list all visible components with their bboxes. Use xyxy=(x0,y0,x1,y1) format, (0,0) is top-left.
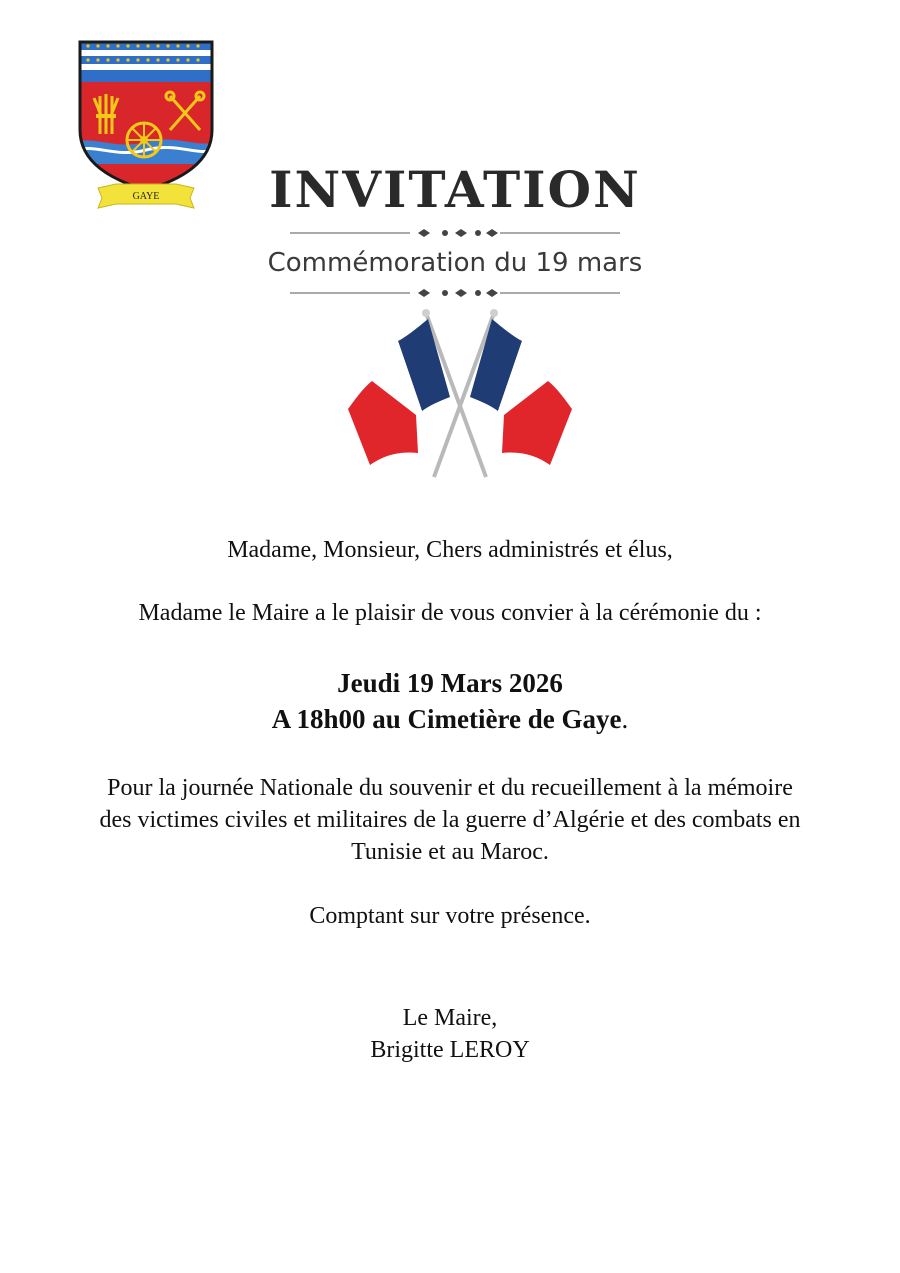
event-time-place: A 18h00 au Cimetière de Gaye xyxy=(271,704,622,734)
purpose-paragraph xyxy=(40,772,860,868)
divider-ornament-icon xyxy=(290,286,620,300)
crest-town-name: GAYE xyxy=(132,191,160,202)
purpose-line: des victimes civiles et militaires de la guerre d’Algérie et des combats en xyxy=(99,807,801,833)
crest-icon xyxy=(76,38,216,210)
invitation-header xyxy=(250,160,660,306)
event-date: Jeudi 19 Mars 2026 xyxy=(337,668,563,698)
invitation-subtitle: Commémoration du 19 mars xyxy=(267,248,643,278)
event-time-place-line xyxy=(40,701,860,737)
invitation-title: INVITATION xyxy=(269,160,641,219)
divider-ornament-icon xyxy=(290,226,620,240)
intro-sentence: Madame le Maire a le plaisir de vous convier à la cérémonie du : xyxy=(138,600,762,626)
event-time-place-period: . xyxy=(621,704,629,734)
event-date-block xyxy=(40,665,860,737)
flags-icon xyxy=(340,305,580,485)
purpose-line: Pour la journée Nationale du souvenir et du recueillement à la mémoire xyxy=(107,775,793,801)
signature-block xyxy=(40,1002,860,1066)
signature-title: Le Maire, xyxy=(402,1005,498,1031)
greeting: Madame, Monsieur, Chers administrés et élus, xyxy=(227,537,673,563)
signature-name: Brigitte LEROY xyxy=(370,1037,530,1063)
closing-line: Comptant sur votre présence. xyxy=(309,903,591,929)
purpose-line: Tunisie et au Maroc. xyxy=(351,839,549,865)
